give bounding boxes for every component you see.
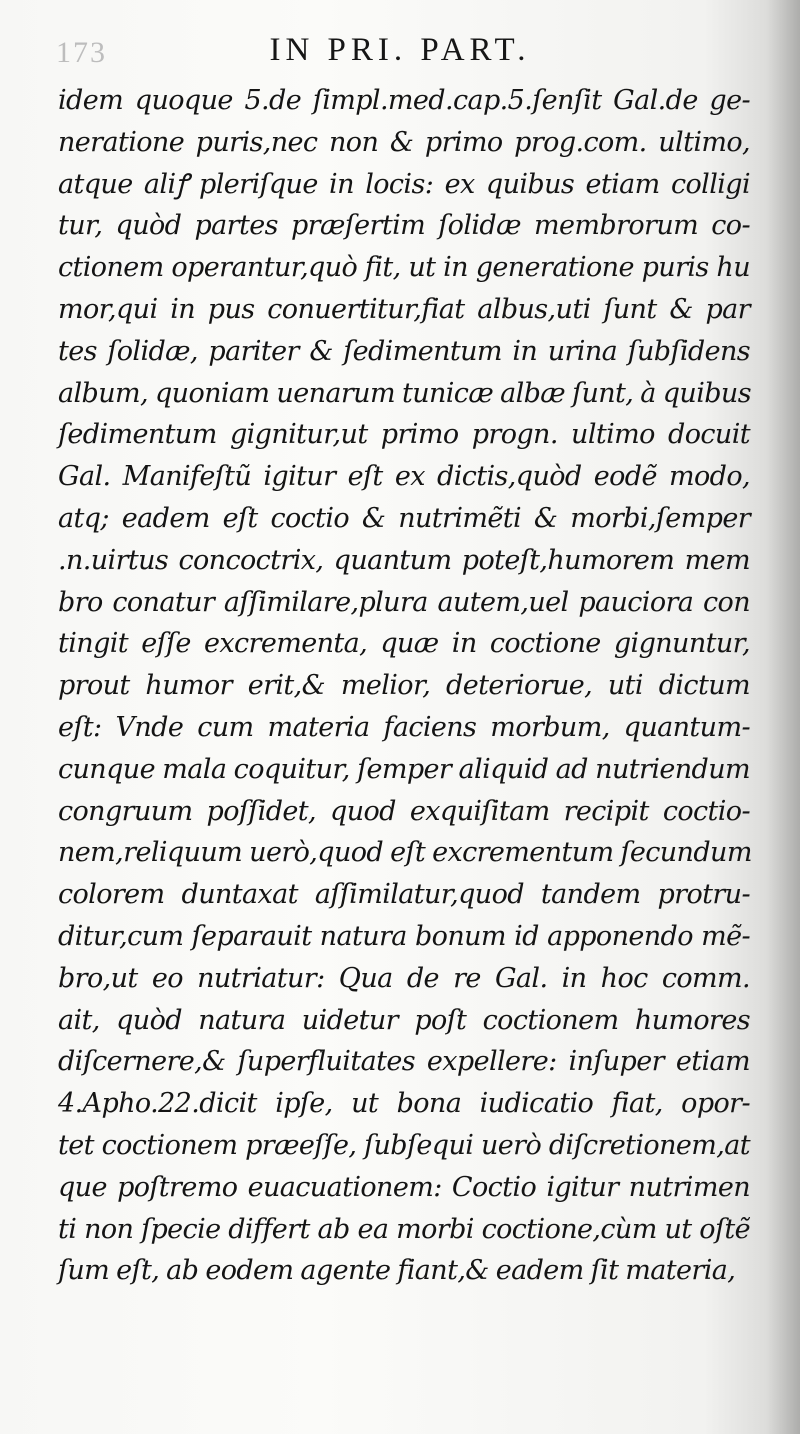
text-line: cunque mala coquitur, ſemper aliquid ad nutriendum (58, 753, 750, 785)
text-line: Gal. Manifeſtũ igitur eſt ex dictis,quòd eodẽ modo, (58, 461, 750, 493)
text-line: que poſtremo euacuationem: Coctio igitur nutrimen (58, 1171, 750, 1203)
text-line: bro conatur aſſimilare,plura autem,uel pauciora con (58, 586, 750, 618)
text-line: nem,reliquum uerò,quod eſt excrementum ſecundum (58, 837, 752, 869)
text-line: 4.Apho.22.dicit ipſe, ut bona iudicatio fiat, opor- (58, 1088, 750, 1120)
text-line: congruum poſſidet, quod exquiſitam recipit coctio- (58, 795, 750, 827)
text-line: idem quoque 5.de ſimpl.med.cap.5.ſenſit Gal.de ge- (58, 85, 750, 116)
text-line: bro,ut eo nutriatur: Qua de re Gal. in hoc comm. (58, 962, 750, 994)
text-line: ctionem operantur,quò fit, ut in generatione puris hu (58, 252, 750, 284)
text-line: tur, quòd partes præſertim ſolidæ membrorum co- (58, 210, 750, 242)
text-line: prout humor erit,& melior, deteriorue, uti dictum (58, 670, 750, 702)
text-line: diſcernere,& ſuperfluitates expellere: inſuper etiam (58, 1046, 750, 1078)
page-gutter-shadow (766, 0, 800, 1434)
running-header: IN PRI. PART. (269, 32, 531, 68)
text-line: ſedimentum gignitur,ut primo progn. ultimo docuit (58, 419, 750, 451)
text-line: tet coctionem præeſſe, ſubſequi uerò diſcretionem,at (58, 1129, 750, 1161)
text-line: .n.uirtus concoctrix, quantum poteſt,humorem mem (58, 544, 750, 576)
text-line: ti non ſpecie differt ab ea morbi coctione,cùm ut oſtẽ (58, 1213, 750, 1245)
text-line: tingit eſſe excrementa, quæ in coctione gignuntur, (58, 628, 750, 660)
text-line: ſum eſt, ab eodem agente fiant,& eadem ſit materia, (58, 1255, 736, 1287)
page-number: 173 (56, 36, 107, 69)
text-line: eſt: Vnde cum materia faciens morbum, quantum- (58, 711, 750, 743)
body-text (58, 80, 750, 1292)
text-line: ditur,cum ſeparauit natura bonum id apponendo mẽ- (58, 920, 750, 952)
text-line: album, quoniam uenarum tunicæ albæ ſunt, à quibus (58, 377, 751, 409)
text-line: ait, quòd natura uidetur poſt coctionem humores (58, 1004, 750, 1036)
text-line: neratione puris,nec non & primo prog.com. ultimo, (58, 126, 750, 158)
text-line: colorem duntaxat aſſimilatur,quod tandem protru- (58, 879, 750, 911)
text-line: atque aliꝭ pleriſque in locis: ex quibus etiam colligi (58, 168, 750, 200)
text-line: tes ſolidæ, pariter & ſedimentum in urina ſubſidens (58, 335, 750, 367)
text-line: mor,qui in pus conuertitur,fiat albus,uti ſunt & par (58, 293, 750, 325)
text-line: atq; eadem eſt coctio & nutrimẽti & morbi,ſemper (58, 502, 750, 534)
